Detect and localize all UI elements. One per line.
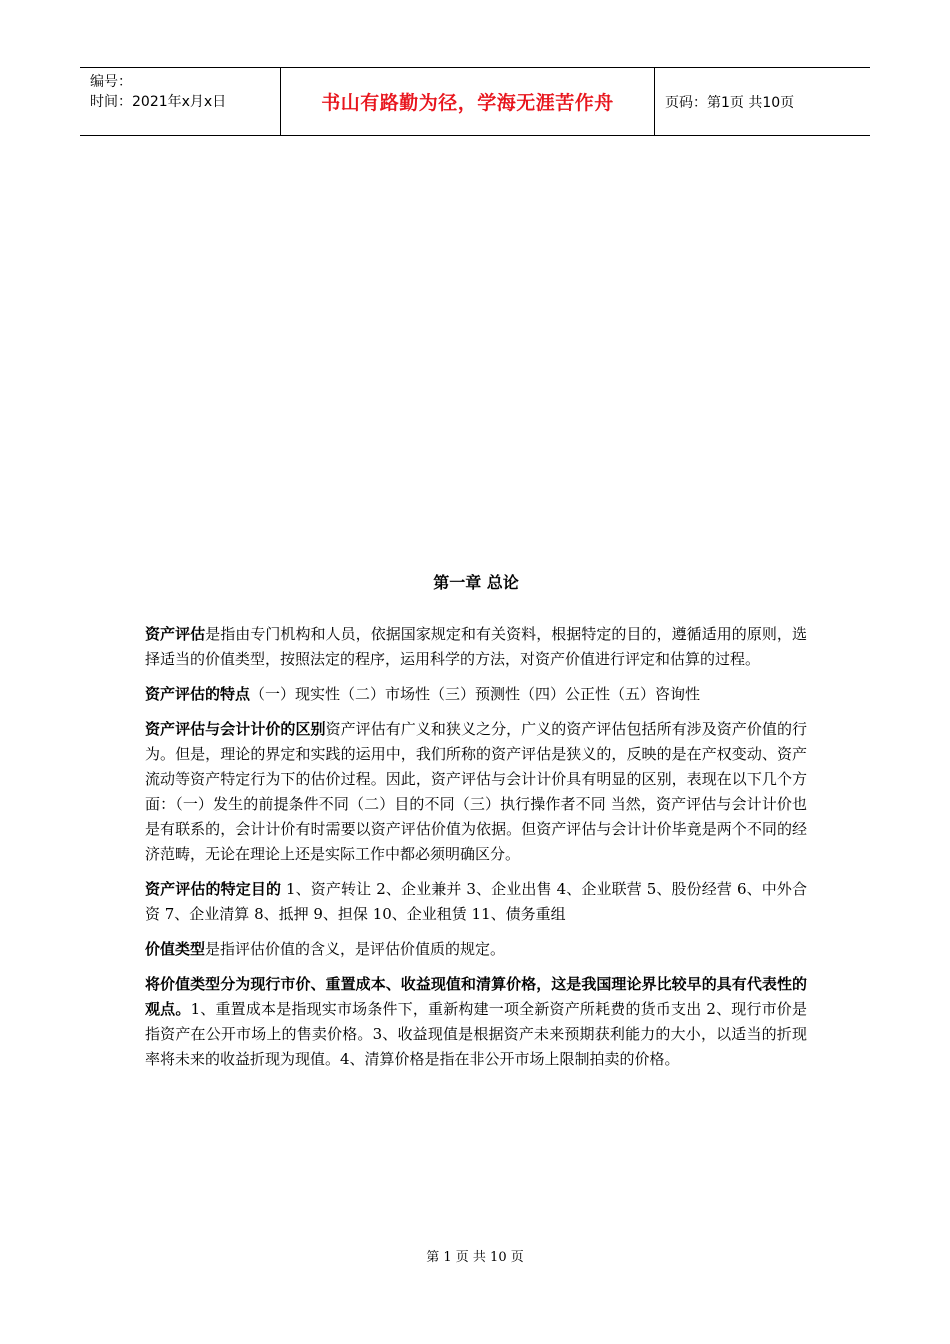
paragraph-keyword: 资产评估与会计计价的区别 bbox=[145, 720, 326, 738]
paragraph-difference bbox=[145, 717, 807, 867]
paragraph-keyword: 价值类型 bbox=[145, 940, 206, 958]
footer-page-number: 第 1 页 共 10 页 bbox=[426, 1250, 524, 1265]
page-footer bbox=[0, 1246, 950, 1265]
paragraph-text: （一）现实性（二）市场性（三）预测性（四）公正性（五）咨询性 bbox=[250, 685, 701, 703]
paragraph-keyword: 资产评估的特定目的 bbox=[145, 880, 282, 898]
paragraph-keyword: 资产评估的特点 bbox=[145, 685, 251, 703]
time-label: 时间：2021年x月x日 bbox=[90, 94, 227, 110]
paragraph-features bbox=[145, 682, 807, 707]
paragraph-value-type bbox=[145, 937, 807, 962]
paragraph-keyword: 资产评估 bbox=[145, 625, 206, 643]
document-header bbox=[80, 67, 870, 136]
paragraph-text: 是指由专门机构和人员，依据国家规定和有关资料，根据特定的目的，遵循适用的原则，选择适当的价值类型，按照法定的程序，运用科学的方法，对资产价值进行评定和估算的过程。 bbox=[145, 625, 807, 668]
paragraph-definition bbox=[145, 622, 807, 672]
page-info: 页码：第1页 共10页 bbox=[665, 94, 795, 111]
motto-text: 书山有路勤为径，学海无涯苦作舟 bbox=[321, 92, 614, 114]
paragraph-value-categories bbox=[145, 972, 807, 1072]
header-page-cell bbox=[655, 68, 870, 135]
paragraph-text: 是指评估价值的含义，是评估价值质的规定。 bbox=[205, 940, 506, 958]
paragraph-keyword: 将价值类型分为现行市价、重置成本、收益现值和清算价格，这是我国理论界比较早的具有代表性的观点。 bbox=[145, 975, 807, 1018]
header-meta-cell bbox=[80, 68, 281, 135]
header-motto-cell bbox=[281, 68, 655, 135]
number-label: 编号： bbox=[90, 74, 132, 90]
document-body bbox=[145, 570, 807, 1082]
paragraph-purposes bbox=[145, 877, 807, 927]
paragraph-text: 1、重置成本是指现实市场条件下，重新构建一项全新资产所耗费的货币支出 2、现行市价是指资产在公开市场上的售卖价格。3、收益现值是根据资产未来预期获利能力的大小，以适当的折现率将未来的收益折现为现值。4、清算价格是指在非公开市场上限制拍卖的价格。 bbox=[145, 1000, 807, 1068]
chapter-title: 第一章 总论 bbox=[433, 573, 519, 592]
paragraph-text: 资产评估有广义和狭义之分，广义的资产评估包括所有涉及资产价值的行为。但是，理论的界定和实践的运用中，我们所称的资产评估是狭义的，反映的是在产权变动、资产流动等资产特定行为下的估价过程。因此，资产评估与会计计价具有明显的区别，表现在以下几个方面：（一）发生的前提条件不同（二）目的不同（三）执行操作者不同 当然，资产评估与会计计价也是有联系的，会计计价有时需要以资产评估价值为依据。但资产评估与会计计价毕竟是两个不同的经济范畴，无论在理论上还是实际工作中都必须明确区分。 bbox=[145, 720, 807, 863]
paragraph-text: 1、资产转让 2、企业兼并 3、企业出售 4、企业联营 5、股份经营 6、中外合资 7、企业清算 8、抵押 9、担保 10、企业租赁 11、债务重组 bbox=[145, 880, 807, 923]
